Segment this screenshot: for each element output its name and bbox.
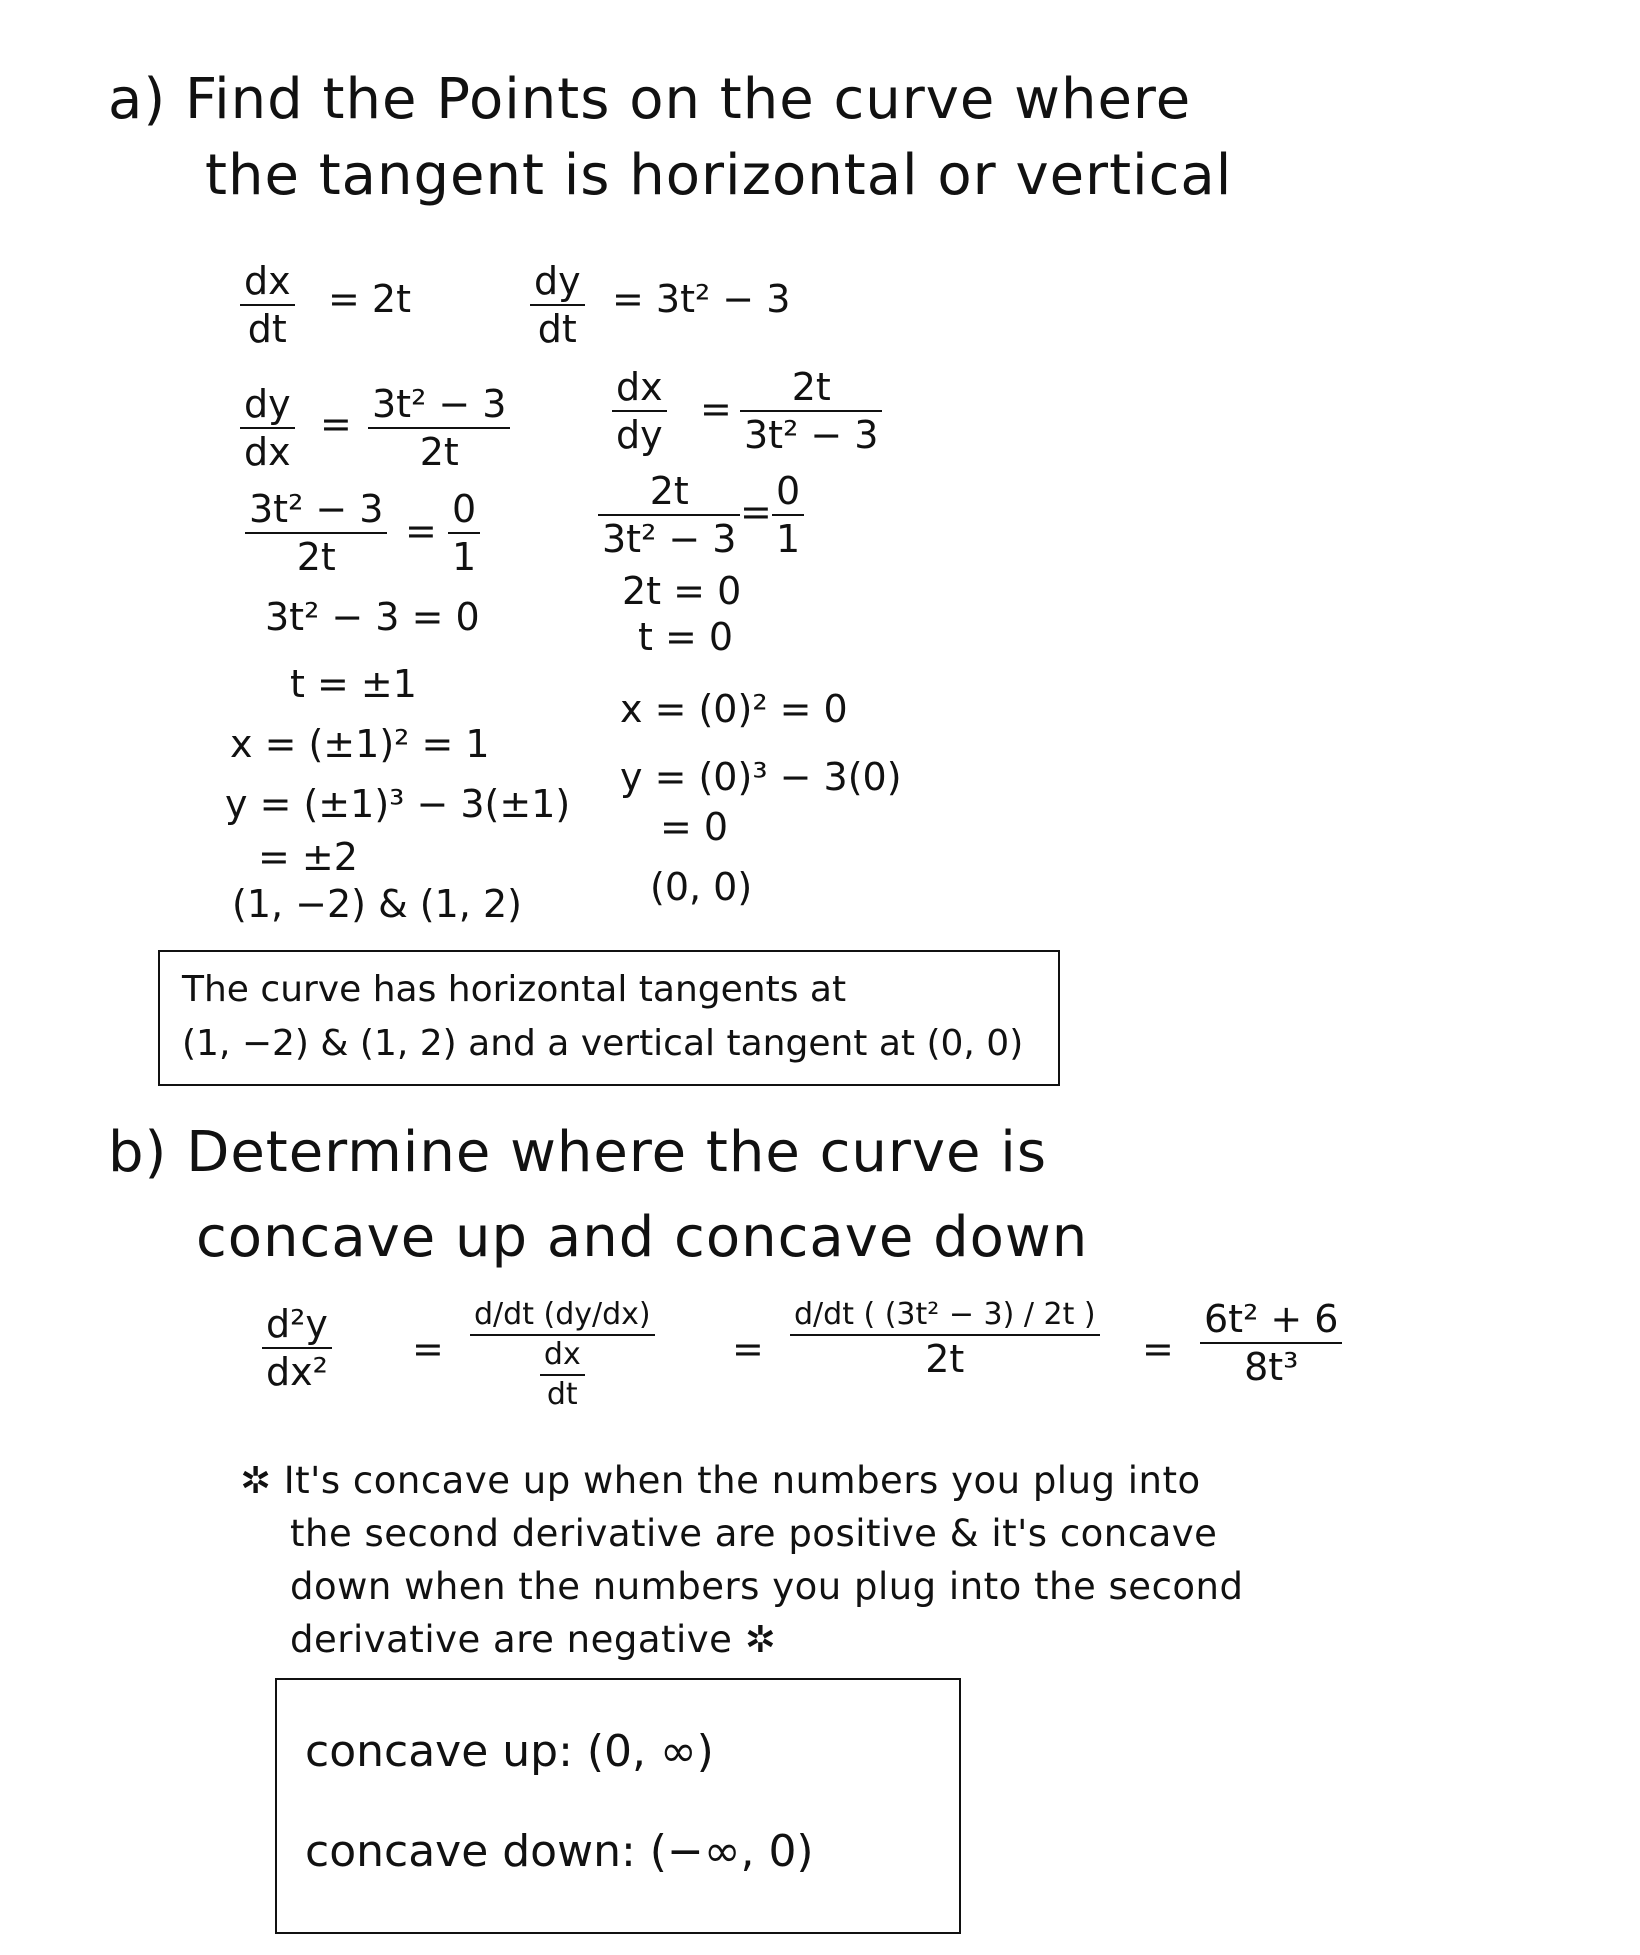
answer-line-1: The curve has horizontal tangents at — [182, 969, 847, 1010]
part-a-heading-line2: the tangent is horizontal or vertical — [205, 143, 1233, 208]
fraction-denominator: 8t³ — [1244, 1345, 1299, 1389]
equals-sign: = — [732, 1327, 764, 1371]
fraction-denominator: 3t² − 3 — [744, 413, 879, 457]
left-step-4: y = (±1)³ − 3(±1) — [225, 782, 571, 826]
dxdt-inner-fraction — [540, 1337, 585, 1412]
fraction-denominator: 2t — [296, 535, 336, 579]
dydx-fraction — [240, 382, 295, 474]
answer-line-2: (1, −2) & (1, 2) and a vertical tangent at (0, 0) — [182, 1023, 1024, 1064]
zero-over-one-left — [448, 487, 480, 579]
fraction-numerator: 3t² − 3 — [249, 487, 384, 531]
fraction-denominator: dt — [546, 1377, 578, 1412]
fraction-numerator: 0 — [776, 469, 801, 513]
chain-rule-fraction — [470, 1297, 655, 1412]
fraction-denominator: dx² — [266, 1350, 328, 1394]
left-step-3: x = (±1)² = 1 — [230, 722, 490, 766]
fraction-numerator: dx — [616, 365, 663, 409]
dydx-rhs-fraction — [368, 382, 510, 474]
dydt-fraction — [530, 259, 585, 351]
concave-down-answer: concave down: (−∞, 0) — [305, 1826, 814, 1877]
fraction-numerator: dy — [244, 382, 291, 426]
equals-sign: = — [740, 490, 772, 534]
answer-box-part-b — [275, 1678, 961, 1934]
dydt-rhs: = 3t² − 3 — [612, 277, 791, 321]
right-step-2: t = 0 — [638, 615, 734, 659]
fraction-denominator: 3t² − 3 — [602, 517, 737, 561]
note-line-3: down when the numbers you plug into the second — [290, 1565, 1244, 1608]
fraction-denominator: 2t — [925, 1337, 965, 1381]
dxdy-rhs-fraction — [740, 365, 882, 457]
note-line-1: ✲ It's concave up when the numbers you plug into — [240, 1459, 1201, 1502]
fraction-numerator: 2t — [791, 365, 831, 409]
concave-up-answer: concave up: (0, ∞) — [305, 1726, 714, 1777]
equals-sign: = — [320, 402, 352, 446]
right-zero-fraction — [598, 469, 740, 561]
fraction-numerator: 6t² + 6 — [1204, 1297, 1339, 1341]
fraction-numerator: 0 — [452, 487, 477, 531]
part-a-heading-line1: a) Find the Points on the curve where — [108, 67, 1192, 132]
equals-sign: = — [405, 509, 437, 553]
equals-sign: = — [1142, 1327, 1174, 1371]
fraction-numerator: 3t² − 3 — [372, 382, 507, 426]
left-step-1: 3t² − 3 = 0 — [265, 595, 480, 639]
left-step-2: t = ±1 — [290, 662, 417, 706]
fraction-numerator: dx — [244, 259, 291, 303]
fraction-numerator: 2t — [649, 469, 689, 513]
fraction-denominator: dx — [244, 430, 291, 474]
fraction-denominator — [536, 1337, 589, 1412]
note-line-4: derivative are negative ✲ — [290, 1618, 777, 1661]
right-step-5: = 0 — [660, 805, 729, 849]
fraction-denominator: dt — [247, 307, 287, 351]
left-step-5: = ±2 — [258, 835, 358, 879]
fraction-denominator: 1 — [776, 517, 801, 561]
fraction-numerator: dy — [534, 259, 581, 303]
fraction-numerator: d/dt ( (3t² − 3) / 2t ) — [794, 1297, 1096, 1332]
part-b-heading-line1: b) Determine where the curve is — [108, 1120, 1048, 1185]
dxdt-rhs: = 2t — [328, 277, 411, 321]
part-b-heading-line2: concave up and concave down — [196, 1205, 1089, 1270]
right-step-1: 2t = 0 — [622, 569, 742, 613]
dxdy-fraction — [612, 365, 667, 457]
dxdt-fraction — [240, 259, 295, 351]
fraction-denominator: dy — [616, 413, 663, 457]
substituted-fraction — [790, 1297, 1100, 1381]
right-step-4: y = (0)³ − 3(0) — [620, 755, 902, 799]
left-zero-fraction — [245, 487, 387, 579]
left-step-6: (1, −2) & (1, 2) — [232, 882, 522, 926]
fraction-denominator: dt — [537, 307, 577, 351]
fraction-numerator: d²y — [266, 1302, 328, 1346]
equals-sign: = — [412, 1327, 444, 1371]
fraction-numerator: d/dt (dy/dx) — [474, 1297, 651, 1332]
note-line-2: the second derivative are positive & it's concave — [290, 1512, 1218, 1555]
equals-sign: = — [700, 387, 732, 431]
zero-over-one-right — [772, 469, 804, 561]
right-step-6: (0, 0) — [650, 865, 753, 909]
second-derivative-fraction — [262, 1302, 332, 1394]
fraction-numerator: dx — [543, 1337, 581, 1372]
fraction-denominator: 1 — [452, 535, 477, 579]
fraction-denominator: 2t — [419, 430, 459, 474]
result-fraction — [1200, 1297, 1342, 1389]
right-step-3: x = (0)² = 0 — [620, 687, 848, 731]
